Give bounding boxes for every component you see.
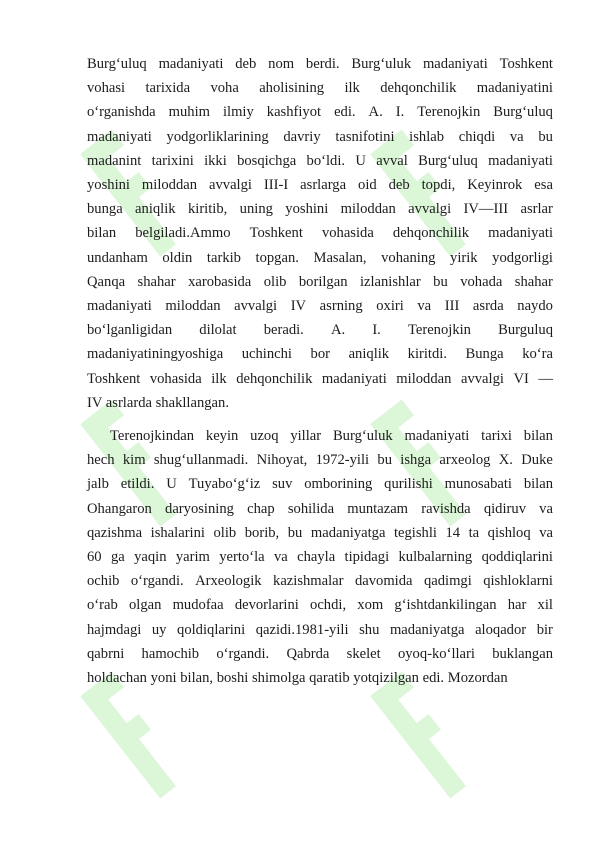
word: qoldiqlarini [177, 621, 246, 638]
word: U [166, 476, 177, 493]
word: munosabati [444, 476, 512, 493]
word: X. [498, 452, 513, 469]
text-line [87, 342, 553, 366]
word: tarixida [145, 80, 191, 97]
text-line [87, 642, 553, 666]
word: asrda [472, 298, 504, 315]
word: g‘ishtdankilingan [394, 597, 497, 614]
word: VI [513, 370, 529, 387]
word: aholisining [259, 80, 325, 97]
document-body [87, 52, 553, 690]
word: qazishma [87, 524, 143, 541]
word: Masalan, [313, 249, 367, 266]
word: madaniyatga [389, 621, 465, 638]
word: sohilida [287, 500, 335, 517]
word: dehqonchilik [380, 80, 457, 97]
word: U [355, 152, 366, 169]
word: bilan [523, 428, 553, 445]
word: kiritdi. [407, 346, 447, 363]
word: bo‘lganligidan [87, 322, 173, 339]
word: III [444, 298, 460, 315]
text-line [87, 448, 553, 472]
word: shug‘ullanmadi. [153, 452, 249, 469]
word: davomida [354, 573, 413, 590]
text-line [87, 497, 553, 521]
word: qidiruv [483, 500, 526, 517]
word: madaniyati [488, 225, 553, 242]
word: va [539, 500, 553, 517]
word: Terenojkin [407, 322, 471, 339]
word: Tuyabo‘g‘iz [188, 476, 261, 493]
word: vohasida [149, 370, 202, 387]
word: vohada [460, 273, 503, 290]
word: Burg‘uluq [493, 104, 553, 121]
word: qishloklarni [483, 573, 553, 590]
word: qishloq [487, 524, 531, 541]
word: madaniyati [422, 56, 488, 72]
word: madaniyatga [310, 524, 386, 541]
text-line [87, 52, 553, 76]
word: xom [357, 597, 384, 614]
word: bosqichga [237, 152, 297, 169]
word: bir [536, 621, 553, 638]
word: madanint [87, 152, 142, 169]
word: madaniyati [404, 428, 470, 445]
word: suv [272, 476, 293, 493]
word: oyoq-ko‘llari [397, 645, 475, 662]
paragraph [87, 424, 553, 690]
word: va [539, 524, 553, 541]
text-line [87, 197, 553, 221]
word: topdi, [421, 177, 456, 194]
word: bor [310, 346, 331, 363]
word: hajmdagi [87, 621, 142, 638]
word: Burg‘uluk [351, 56, 412, 72]
word: borib, [244, 524, 280, 541]
word: Burg‘uluq [418, 152, 478, 169]
word: avvalgi [234, 298, 278, 315]
word: IV [290, 298, 307, 315]
word: o‘rab [87, 597, 118, 614]
word: tasnifotini [335, 128, 395, 145]
word: bu [538, 128, 553, 145]
word: I. [372, 322, 381, 339]
word: va [417, 298, 432, 315]
word: madaniyati [158, 56, 224, 72]
word: Burguluq [498, 322, 553, 339]
word: olgan [128, 597, 162, 614]
word: 60 [87, 549, 102, 566]
word: bilan [523, 476, 553, 493]
text-line [87, 472, 553, 496]
word: tarixi [481, 428, 512, 445]
word: madaniyati [321, 370, 387, 387]
word: muntazam [347, 500, 409, 517]
word: avvalgi [408, 201, 452, 218]
word: undanham [87, 249, 148, 266]
word: dehqonchilik [392, 225, 470, 242]
word: kulbalarning [398, 549, 473, 566]
word: qoddiqlarini [481, 549, 553, 566]
word: borilgan [298, 273, 348, 290]
word: bo‘ldi. [306, 152, 346, 169]
word: ishalarini [150, 524, 205, 541]
word: qazidi.1981-yili [255, 621, 349, 638]
word: davriy [283, 128, 321, 145]
word: chiqdi [458, 128, 496, 145]
word: omborining [304, 476, 373, 493]
word: shahar [514, 273, 553, 290]
word: va [509, 128, 524, 145]
text-line [87, 76, 553, 100]
word: Nihoyat, [256, 452, 308, 469]
word: tipidagi [344, 549, 390, 566]
word: olib [213, 524, 237, 541]
word: Bunga [465, 346, 504, 363]
word: ko‘ra [522, 346, 553, 363]
word: etildi. [120, 476, 155, 493]
word: izlanishlar [359, 273, 421, 290]
word: naydo [517, 298, 553, 315]
word: skelet [346, 645, 381, 662]
word: aloqador [475, 621, 527, 638]
word: bunga [87, 201, 123, 218]
word: ikki [204, 152, 227, 169]
word: uy [151, 621, 167, 638]
word: tegishli [393, 524, 437, 541]
word: III-I [263, 177, 289, 194]
word: voha [210, 80, 239, 97]
word: keyin [205, 428, 239, 445]
word: asrlar [520, 201, 553, 218]
word: A. [330, 322, 346, 339]
word: aniqlik [135, 201, 176, 218]
word: bu [287, 524, 303, 541]
word: hamochib [141, 645, 200, 662]
word: o‘rgandi. [216, 645, 270, 662]
word: Toshkent [87, 370, 141, 387]
word: dilolat [199, 322, 237, 339]
word: oxiri [376, 298, 404, 315]
word: ta [468, 524, 480, 541]
word: mudofaa [172, 597, 224, 614]
word: shu [359, 621, 380, 638]
word: miloddan [340, 201, 396, 218]
word: vohaning [381, 249, 436, 266]
word: aniqlik [348, 346, 390, 363]
word: uning [239, 201, 273, 218]
word: Ohangaron [87, 500, 152, 517]
word: ishga [400, 452, 432, 469]
word: edi. [334, 104, 356, 121]
word: avvalgi [209, 177, 252, 194]
word: olib [263, 273, 287, 290]
word: Burg‘uluq [87, 56, 147, 72]
word: miloddan [396, 370, 452, 387]
word: ravishda [421, 500, 471, 517]
word: kim [122, 452, 146, 469]
word: Keyinrok [467, 177, 523, 194]
word: kazishmalar [273, 573, 344, 590]
word: yodgorliklarining [166, 128, 269, 145]
word: uchinchi [241, 346, 292, 363]
word: oldin [162, 249, 193, 266]
word: ochib [87, 573, 120, 590]
word: avval [376, 152, 408, 169]
word: chap [247, 500, 275, 517]
text-line: IV asrlarda shakllangan. [87, 394, 229, 411]
word: o‘rgandi. [130, 573, 184, 590]
text-line [87, 100, 553, 124]
word: yirik [450, 249, 478, 266]
word: madaniyatiningyoshiga [87, 346, 224, 363]
word: oid [358, 177, 377, 194]
text-line [87, 618, 553, 642]
word: hech [87, 452, 115, 469]
word: chayla [297, 549, 336, 566]
text-line [87, 593, 553, 617]
word: ga [110, 549, 125, 566]
text-line [87, 270, 553, 294]
text-line [87, 318, 553, 342]
word: 1972-yili [315, 452, 370, 469]
text-line [87, 125, 553, 149]
text-line [87, 149, 553, 173]
word: bu [433, 273, 448, 290]
word: qabrni [87, 645, 125, 662]
word: miloddan [141, 177, 198, 194]
word: ilmiy [222, 104, 254, 121]
word: esa [534, 177, 553, 194]
word: berdi. [305, 56, 340, 72]
word: bu [377, 452, 392, 469]
word: Toshkent [499, 56, 553, 72]
word: vohasida [321, 225, 374, 242]
word: Toshkent [249, 225, 303, 242]
text-line [87, 521, 553, 545]
word: I. [395, 104, 405, 121]
word: beradi. [263, 322, 304, 339]
word: arxeolog [439, 452, 491, 469]
word: xarobasida [188, 273, 252, 290]
word: deb [235, 56, 257, 72]
text-line [87, 569, 553, 593]
word: vohasi [87, 80, 126, 97]
word: uzoq [250, 428, 279, 445]
word: Qabrda [286, 645, 330, 662]
text-line [87, 221, 553, 245]
word: daryosining [165, 500, 234, 517]
word: topgan. [255, 249, 299, 266]
word: ilk [344, 80, 360, 97]
word: Burg‘uluk [332, 428, 393, 445]
word: miloddan [165, 298, 221, 315]
word: muhim [168, 104, 210, 121]
word: buklangan [492, 645, 553, 662]
word: deb [388, 177, 410, 194]
text-line [87, 246, 553, 270]
paragraph [87, 52, 553, 415]
word: qadimgi [423, 573, 472, 590]
word: A. [368, 104, 383, 121]
word: yoshini [285, 201, 329, 218]
word: madaniyati [488, 152, 553, 169]
word: xil [537, 597, 553, 614]
word: va [273, 549, 288, 566]
word: kashfiyot [266, 104, 322, 121]
word: yodgorligi [492, 249, 553, 266]
word: 14 [445, 524, 461, 541]
word: yerto‘la [219, 549, 265, 566]
word: yoshini [87, 177, 130, 194]
text-line [87, 545, 553, 569]
word: Terenojkindan [110, 428, 195, 445]
word: tarkib [206, 249, 241, 266]
word: asrlarga [300, 177, 347, 194]
word: yarim [175, 549, 210, 566]
word: kiritib, [187, 201, 228, 218]
word: devorlarini [234, 597, 299, 614]
text-line [87, 294, 553, 318]
text-line [87, 424, 553, 448]
word: ochdi, [310, 597, 347, 614]
word: jalb [87, 476, 109, 493]
word: har [507, 597, 527, 614]
word: madaniyati [87, 128, 152, 145]
word: nom [268, 56, 295, 72]
word: madaniyati [87, 298, 152, 315]
text-line: holdachan yoni bilan, boshi shimolga qaratib yotqizilgan edi. Mozordan [87, 670, 508, 687]
word: ishlab [409, 128, 445, 145]
word: tarixini [151, 152, 194, 169]
word: Duke [521, 452, 553, 469]
word: avvalgi [460, 370, 504, 387]
word: asrning [319, 298, 363, 315]
word: Qanqa [87, 273, 126, 290]
word: yillar [290, 428, 322, 445]
word: Arxeologik [195, 573, 262, 590]
word: belgiladi.Ammo [135, 225, 231, 242]
text-line [87, 367, 553, 391]
word: madaniyatini [476, 80, 553, 97]
word: yaqin [134, 549, 167, 566]
word: IV—III [463, 201, 509, 218]
word: shahar [137, 273, 176, 290]
word: ilk [211, 370, 227, 387]
word: — [538, 370, 553, 387]
word: dehqonchilik [236, 370, 313, 387]
word: Terenojkin [417, 104, 481, 121]
text-line [87, 173, 553, 197]
word: qurilishi [384, 476, 433, 493]
word: o‘rganishda [87, 104, 156, 121]
word: bilan [87, 225, 117, 242]
